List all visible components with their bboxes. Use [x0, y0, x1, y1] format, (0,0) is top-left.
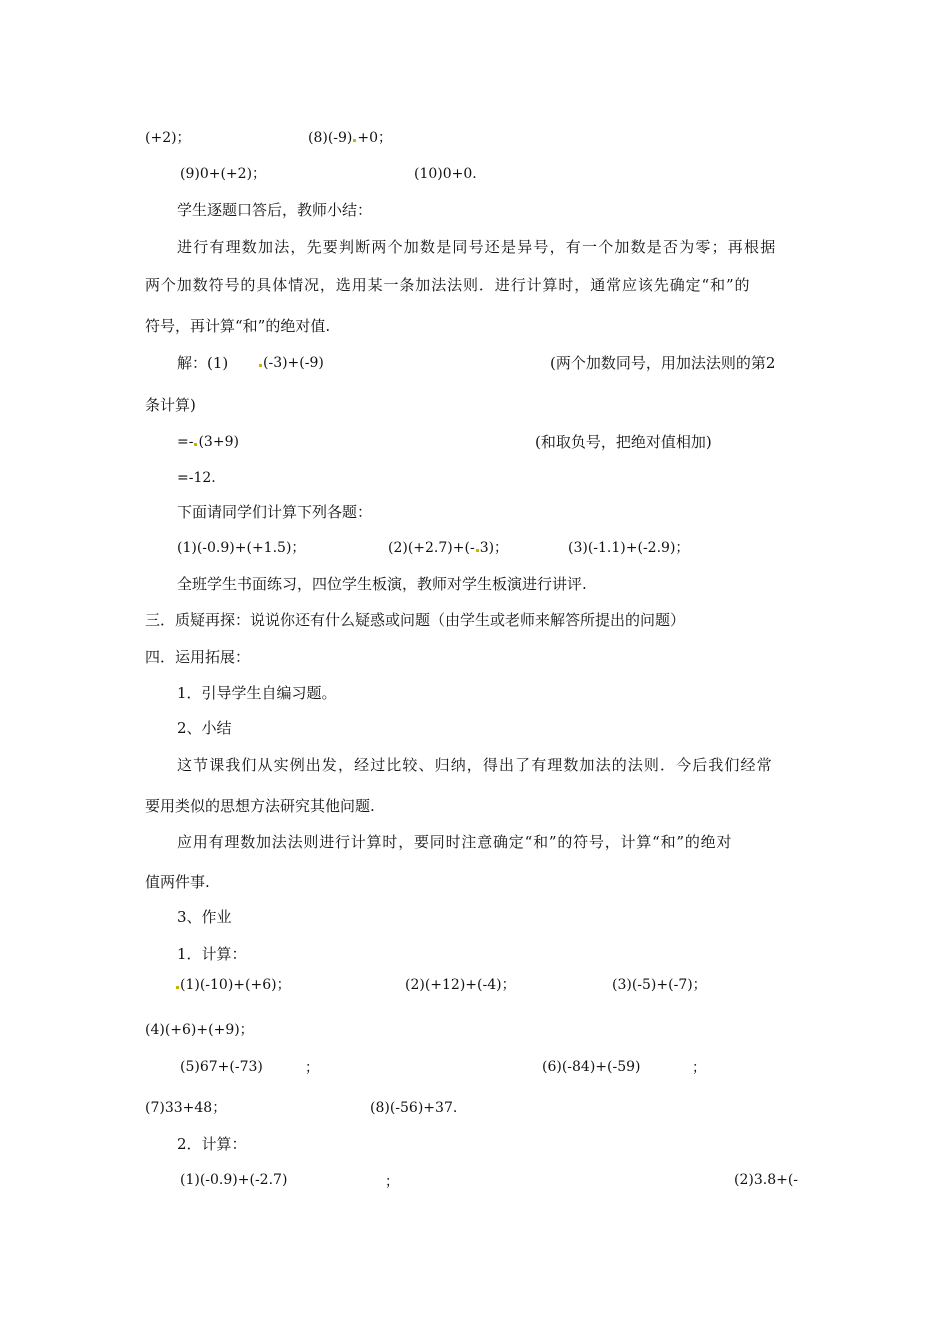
math-expression: =-12.	[177, 470, 216, 486]
text-segment: (3+9)	[198, 434, 239, 450]
text-line: (+2)；	[145, 130, 191, 146]
list-item: 1．计算：	[177, 945, 247, 963]
list-item: 3、作业	[177, 908, 232, 926]
exercise-item: (3)(-1.1)+(-2.9)；	[568, 540, 690, 556]
text-segment: =-	[177, 434, 194, 450]
text-segment: (2)(+2.7)+(-	[388, 540, 475, 556]
paragraph-line: 要用类似的思想方法研究其他问题.	[145, 797, 375, 815]
paragraph-line: 值两件事.	[145, 873, 210, 891]
list-item: 2、小结	[177, 719, 232, 737]
text-segment: (-3)+(-9)	[263, 355, 324, 371]
text-segment: 3)；	[479, 540, 509, 556]
marker-dot	[353, 139, 356, 142]
marker-dot	[176, 986, 179, 989]
text-line	[308, 128, 392, 148]
section-heading: 三．质疑再探：说说你还有什么疑惑或问题（由学生或老师来解答所提出的问题）	[145, 611, 686, 629]
text-segment: (1)(-10)+(+6)；	[180, 977, 291, 993]
exercise-item: (4)(+6)+(+9)；	[145, 1022, 254, 1038]
paragraph-line: 符号，再计算“和”的绝对值.	[145, 317, 331, 335]
exercise-item	[388, 538, 508, 558]
text-line: (9)0+(+2)；	[180, 166, 267, 182]
solution-label: 解：(1)	[177, 354, 229, 372]
text-line: (和取负号，把绝对值相加)	[535, 433, 712, 451]
exercise-item: (1)(-0.9)+(+1.5)；	[177, 540, 306, 556]
exercise-item: (2)(+12)+(-4)；	[405, 977, 516, 993]
text-line: (10)0+0.	[414, 166, 477, 182]
text-segment: +0；	[357, 130, 393, 146]
exercise-item: (3)(-5)+(-7)；	[612, 977, 707, 993]
list-item: 2．计算：	[177, 1135, 247, 1153]
section-heading: 四．运用拓展：	[145, 648, 251, 666]
text-segment: (8)(-9)	[308, 130, 353, 146]
text-line: 条计算)	[145, 396, 196, 414]
exercise-item: (6)(-84)+(-59)	[542, 1059, 641, 1075]
list-item: 1．引导学生自编习题。	[177, 684, 337, 702]
text-line: (两个加数同号，用加法法则的第2	[550, 354, 776, 372]
math-expression	[177, 432, 239, 452]
exercise-item: (2)3.8+(-	[734, 1172, 799, 1188]
marker-dot	[476, 549, 479, 552]
paragraph-line: 应用有理数加法法则进行计算时，要同时注意确定“和”的符号，计算“和”的绝对	[177, 833, 733, 851]
exercise-item: (8)(-56)+37.	[370, 1100, 458, 1116]
text-line: 全班学生书面练习，四位学生板演，教师对学生板演进行讲评.	[177, 575, 587, 593]
math-expression	[258, 353, 324, 373]
text-line: 学生逐题口答后，教师小结：	[177, 201, 373, 219]
text-line: ；	[305, 1060, 319, 1076]
paragraph-line: 这节课我们从实例出发，经过比较、归纳，得出了有理数加法的法则．今后我们经常	[177, 756, 773, 774]
exercise-item: (5)67+(-73)	[180, 1059, 263, 1075]
paragraph-line: 两个加数符号的具体情况，选用某一条加法法则．进行计算时，通常应该先确定“和”的	[145, 276, 751, 294]
text-line: 下面请同学们计算下列各题：	[177, 503, 373, 521]
marker-dot	[259, 364, 262, 367]
text-line: ；	[385, 1174, 399, 1190]
exercise-item: (7)33+48；	[145, 1100, 227, 1116]
exercise-item: (1)(-0.9)+(-2.7)	[180, 1172, 288, 1188]
exercise-item	[175, 975, 291, 995]
paragraph-line: 进行有理数加法，先要判断两个加数是同号还是异号，有一个加数是否为零；再根据	[177, 238, 777, 256]
text-line: ；	[692, 1060, 706, 1076]
